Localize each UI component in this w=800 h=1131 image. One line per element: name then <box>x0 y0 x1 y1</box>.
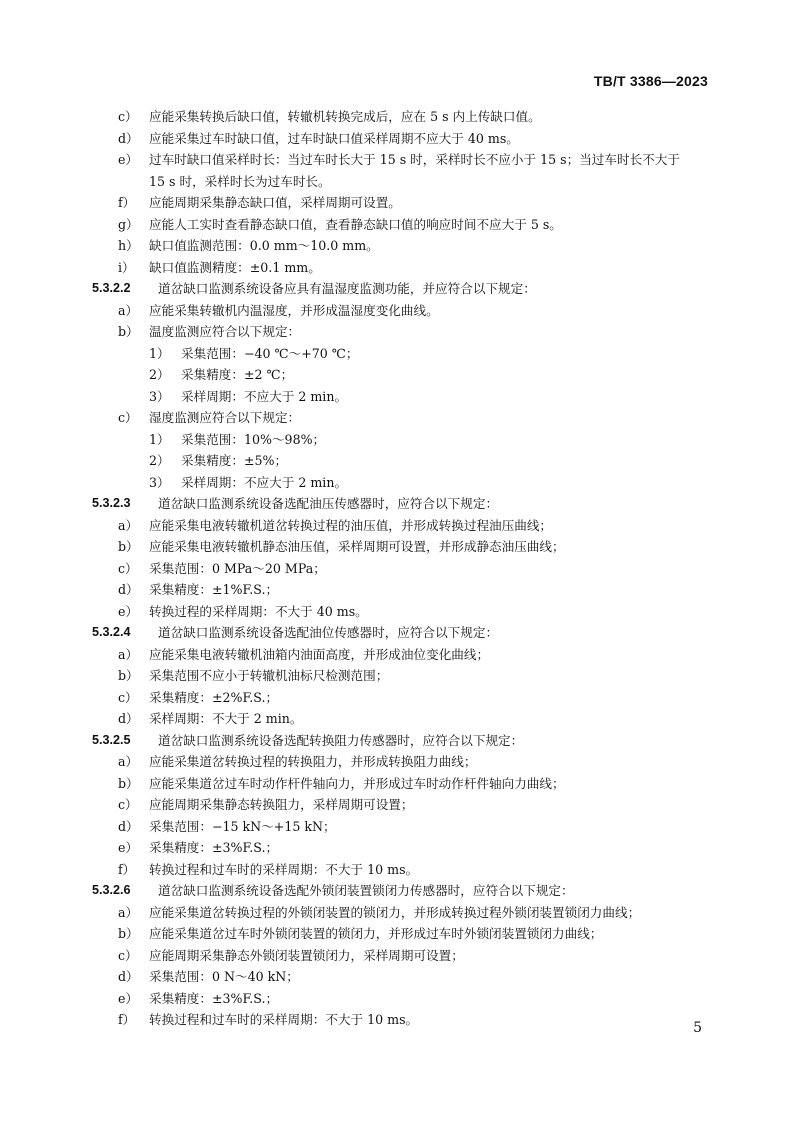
list-item-text: 采集精度：±1%F.S.； <box>149 582 279 597</box>
list-item-text: 采集精度：±2 ℃； <box>181 367 294 382</box>
list-item-text: 采集范围不应小于转辙机油标尺检测范围； <box>149 668 389 683</box>
list-item-text: 应能采集道岔转换过程的转换阻力，并形成转换阻力曲线； <box>149 754 477 769</box>
list-item-marker: 3） <box>149 474 170 490</box>
document-body <box>0 106 800 1031</box>
list-item-text: 应能采集电液转辙机油箱内油面高度，并形成油位变化曲线； <box>149 646 490 662</box>
list-item-text: 应能采集过车时缺口值，过车时缺口值采样周期不应大于 40 ms。 <box>149 130 519 146</box>
list-item-marker: c） <box>118 689 138 705</box>
list-item <box>0 1009 800 1031</box>
list-item-text: 应能周期采集静态外锁闭装置锁闭力，采样周期可设置； <box>149 947 464 963</box>
list-item-marker: e） <box>118 990 139 1006</box>
list-item <box>0 558 800 580</box>
list-item-text: 采集范围：0 N～40 kN； <box>149 969 299 984</box>
list-item-text: 应能采集道岔过车时外锁闭装置的锁闭力，并形成过车时外锁闭装置锁闭力曲线； <box>149 926 603 941</box>
list-item-text: 采集精度：±3%F.S.； <box>149 840 279 855</box>
list-item-marker: c） <box>118 560 138 576</box>
list-item-text: 转换过程的采样周期：不大于 40 ms。 <box>149 603 368 619</box>
list-item-marker: f） <box>118 1012 136 1027</box>
list-item-text: 应能周期采集静态缺口值，采样周期可设置。 <box>149 195 401 210</box>
clause-heading-line <box>0 493 800 515</box>
list-item-marker: a） <box>118 646 139 662</box>
list-item <box>0 192 800 214</box>
list-item <box>0 149 800 171</box>
list-item <box>0 665 800 687</box>
list-item <box>0 601 800 623</box>
list-item-marker: d） <box>118 969 139 984</box>
list-item <box>0 859 800 881</box>
list-item <box>0 429 800 451</box>
list-item <box>0 945 800 967</box>
clause-text: 道岔缺口监测系统设备选配外锁闭装置锁闭力传感器时，应符合以下规定： <box>158 883 574 898</box>
list-item-text: 采集范围：10%～98%； <box>181 431 326 447</box>
list-item-marker: c） <box>118 947 138 963</box>
list-item <box>0 171 800 193</box>
list-item-marker: 1） <box>149 345 170 361</box>
list-item-text: 采集精度：±2%F.S.； <box>149 689 279 705</box>
list-item <box>0 751 800 773</box>
list-item-marker: a） <box>118 904 139 920</box>
list-item-text: 采样周期：不大于 2 min。 <box>149 711 303 726</box>
clause-number: 5.3.2.5 <box>92 732 131 747</box>
clause-text: 道岔缺口监测系统设备选配油位传感器时，应符合以下规定： <box>158 625 499 640</box>
list-item-text: 采集精度：±5%； <box>181 453 288 468</box>
list-item <box>0 902 800 924</box>
list-item-text: 采集范围：−15 kN～+15 kN； <box>149 818 336 834</box>
list-item <box>0 257 800 279</box>
list-item-marker: b） <box>118 324 139 339</box>
list-item-text: 应能采集道岔过车时动作杆件轴向力，并形成过车时动作杆件轴向力曲线； <box>149 775 565 791</box>
list-item-text: 过车时缺口值采样时长：当过车时长大于 15 s 时，采样时长不应小于 15 s；当过车时长不大于 <box>149 152 680 167</box>
list-item <box>0 450 800 472</box>
list-item <box>0 343 800 365</box>
list-item <box>0 106 800 128</box>
list-item <box>0 794 800 816</box>
list-item-marker: g） <box>118 216 139 232</box>
list-item-marker: 2） <box>149 453 170 468</box>
clause-heading-line <box>0 880 800 902</box>
list-item <box>0 536 800 558</box>
list-item-marker: d） <box>118 582 139 597</box>
list-item-text: 采样周期：不应大于 2 min。 <box>181 474 348 490</box>
list-item-text: 应能周期采集静态转换阻力，采样周期可设置； <box>149 797 414 812</box>
list-item <box>0 214 800 236</box>
list-item <box>0 128 800 150</box>
list-item-marker: d） <box>118 130 139 146</box>
list-item <box>0 816 800 838</box>
list-item-marker: b） <box>118 539 139 554</box>
list-item-marker: e） <box>118 603 139 619</box>
list-item <box>0 644 800 666</box>
list-item-marker: f） <box>118 861 136 877</box>
clause-heading-line <box>0 278 800 300</box>
list-item-marker: e） <box>118 152 139 167</box>
list-item <box>0 235 800 257</box>
document-code-header: TB/T 3386—2023 <box>593 73 708 89</box>
list-item-text: 15 s 时，采样时长为过车时长。 <box>149 173 331 189</box>
list-item-text: 转换过程和过车时的采样周期：不大于 10 ms。 <box>149 1012 419 1027</box>
list-item-text: 缺口值监测精度：±0.1 mm。 <box>149 259 321 275</box>
list-item-text: 湿度监测应符合以下规定： <box>149 410 301 425</box>
list-item-marker: d） <box>118 818 139 834</box>
page-number: 5 <box>693 1020 702 1036</box>
list-item-marker: i） <box>118 259 135 275</box>
list-item-marker: a） <box>118 754 139 769</box>
list-item-text: 温度监测应符合以下规定： <box>149 324 301 339</box>
list-item <box>0 923 800 945</box>
list-item <box>0 966 800 988</box>
list-item <box>0 472 800 494</box>
clause-text: 道岔缺口监测系统设备选配转换阻力传感器时，应符合以下规定： <box>158 732 524 748</box>
list-item-text: 应能采集转辙机内温湿度，并形成温湿度变化曲线。 <box>149 302 439 318</box>
list-item-text: 应能采集转换后缺口值，转辙机转换完成后，应在 5 s 内上传缺口值。 <box>149 109 541 124</box>
list-item-marker: h） <box>118 238 139 253</box>
clause-heading-line <box>0 622 800 644</box>
list-item <box>0 364 800 386</box>
list-item <box>0 988 800 1010</box>
list-item <box>0 321 800 343</box>
list-item-marker: d） <box>118 711 139 726</box>
list-item <box>0 687 800 709</box>
list-item-marker: a） <box>118 302 139 318</box>
list-item-text: 采集范围：−40 ℃～+70 ℃； <box>181 345 359 361</box>
list-item-text: 应能采集电液转辙机道岔转换过程的油压值，并形成转换过程油压曲线； <box>149 517 552 533</box>
list-item <box>0 515 800 537</box>
list-item-marker: c） <box>118 797 138 812</box>
clause-number: 5.3.2.3 <box>92 496 131 510</box>
clause-text: 道岔缺口监测系统设备选配油压传感器时，应符合以下规定： <box>158 496 499 511</box>
list-item-text: 应能人工实时查看静态缺口值，查看静态缺口值的响应时间不应大于 5 s。 <box>149 216 562 232</box>
list-item-marker: c） <box>118 410 138 425</box>
list-item <box>0 708 800 730</box>
list-item-marker: 1） <box>149 431 170 447</box>
list-item-text: 缺口值监测范围：0.0 mm～10.0 mm。 <box>149 238 379 253</box>
list-item <box>0 579 800 601</box>
list-item-marker: c） <box>118 109 138 124</box>
list-item <box>0 837 800 859</box>
list-item-text: 采集精度：±3%F.S.； <box>149 990 279 1006</box>
list-item-marker: f） <box>118 195 136 210</box>
list-item-text: 应能采集电液转辙机静态油压值，采样周期可设置，并形成静态油压曲线； <box>149 539 565 554</box>
list-item-marker: 3） <box>149 388 170 404</box>
clause-heading-line <box>0 730 800 752</box>
list-item-marker: b） <box>118 775 139 791</box>
list-item <box>0 386 800 408</box>
clause-number: 5.3.2.4 <box>92 625 131 639</box>
clause-text: 道岔缺口监测系统设备应具有温湿度监测功能，并应符合以下规定： <box>158 281 536 296</box>
list-item-text: 转换过程和过车时的采样周期：不大于 10 ms。 <box>149 861 419 877</box>
list-item-marker: b） <box>118 668 139 683</box>
list-item-text: 采样周期：不应大于 2 min。 <box>181 388 348 404</box>
list-item-marker: e） <box>118 840 139 855</box>
list-item <box>0 407 800 429</box>
list-item-text: 采集范围：0 MPa～20 MPa； <box>149 560 326 576</box>
clause-number: 5.3.2.2 <box>92 281 131 295</box>
list-item <box>0 773 800 795</box>
list-item-marker: b） <box>118 926 139 941</box>
list-item-marker: a） <box>118 517 139 533</box>
list-item <box>0 300 800 322</box>
clause-number: 5.3.2.6 <box>92 883 131 897</box>
list-item-text: 应能采集道岔转换过程的外锁闭装置的锁闭力，并形成转换过程外锁闭装置锁闭力曲线； <box>149 904 641 920</box>
list-item-marker: 2） <box>149 367 170 382</box>
